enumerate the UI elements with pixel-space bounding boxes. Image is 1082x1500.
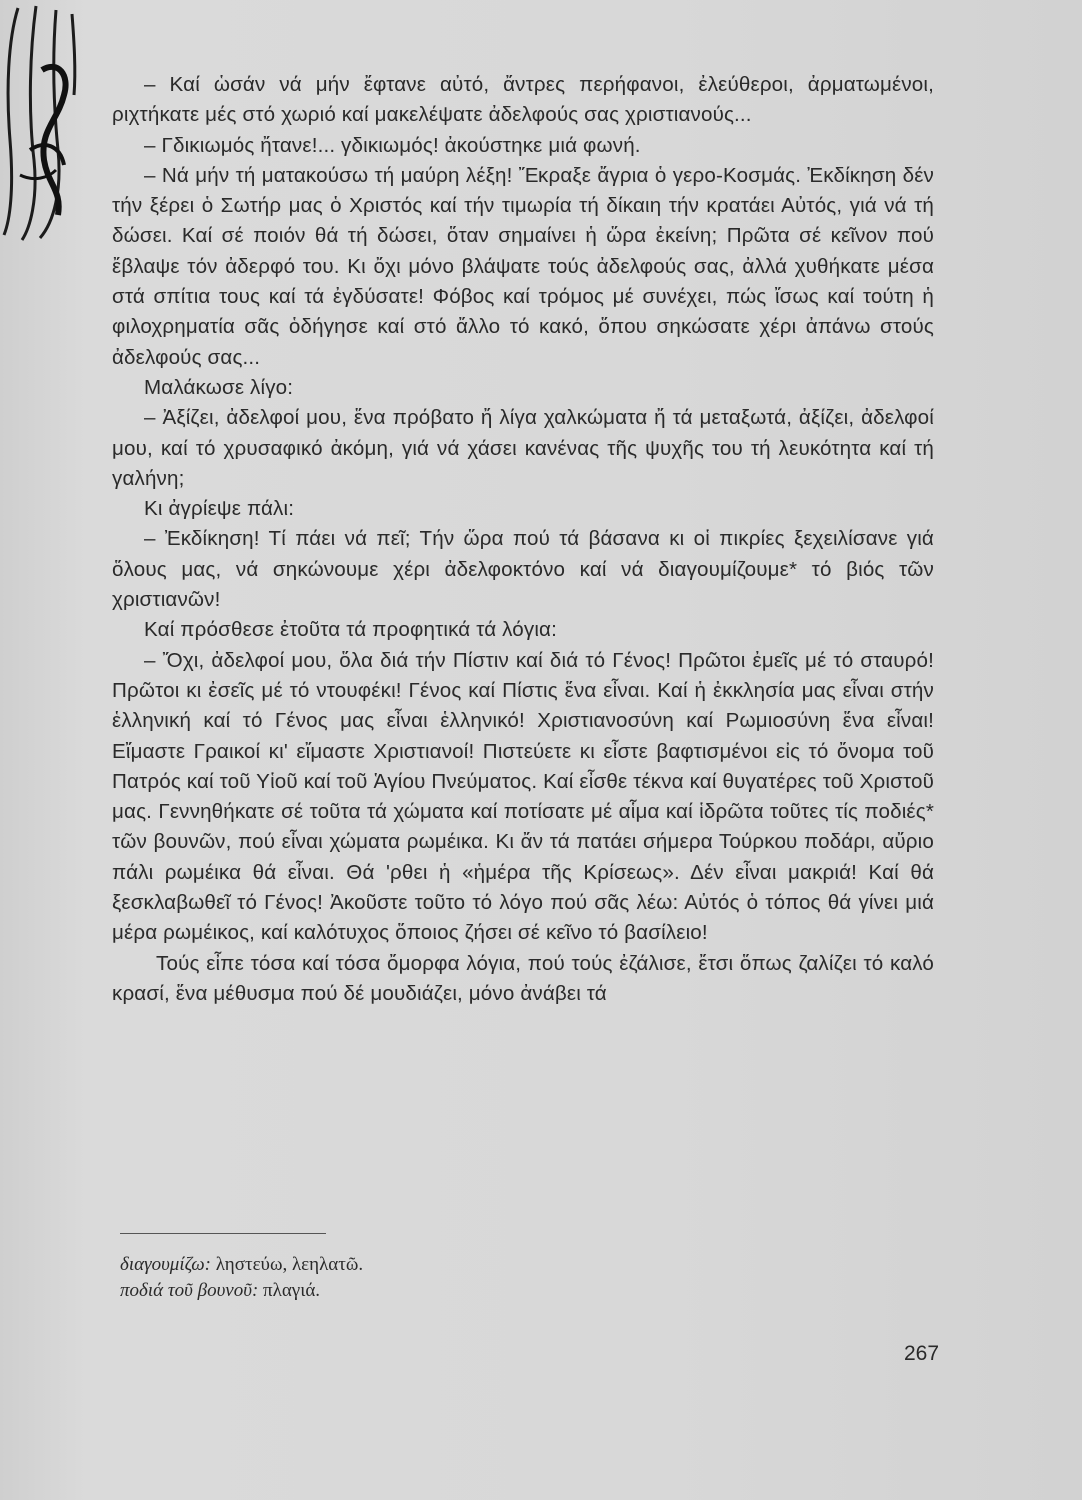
paragraph-5: – Ἀξίζει, ἀδελφοί μου, ἕνα πρόβατο ἤ λίγα χαλκώματα ἤ τά μεταξωτά, ἀξίζει, ἀδελφοί μου, καί τό χρυσαφικό ἀκόμη, γιά νά χάσει κανένας τῆς ψυχῆς του τή λευκότητα καί τή γαλήνη; — [112, 406, 934, 490]
footnote-1-term: διαγουμίζω: — [120, 1254, 211, 1275]
footnote-divider — [120, 1233, 326, 1234]
footnote-2-definition: πλαγιά. — [263, 1280, 321, 1301]
footnote-1 — [120, 1252, 620, 1278]
paragraph-1: – Καί ὡσάν νά μήν ἔφτανε αὐτό, ἄντρες περήφανοι, ἐλεύθεροι, ἀρματωμένοι, ριχτήκατε μές στό χωριό καί μακελέψατε ἀδελφούς σας χριστιανούς... — [112, 73, 934, 127]
margin-scribble-mark — [0, 0, 110, 260]
body-text — [112, 70, 934, 1009]
paragraph-9: – Ὄχι, ἀδελφοί μου, ὅλα διά τήν Πίστιν καί διά τό Γένος! Πρῶτοι ἐμεῖς μέ τό σταυρό! Πρῶτοι κι ἐσεῖς μέ τό ντουφέκι! Γένος καί Πίστις ἕνα εἶναι. Καί ἡ ἐκκλησία μας εἶναι στήν ἑλληνική καί τό Γένος μας εἶναι ἑλληνικό! Χριστιανοσύνη καί Ρωμιοσύνη ἕνα εἶναι! Εἴμαστε Γραικοί κι' εἴμαστε Χριστιανοί! Πιστεύετε κι εἶστε βαφτισμένοι εἰς τό ὄνομα τοῦ Πατρός καί τοῦ Υἱοῦ καί τοῦ Ἁγίου Πνεύματος. Καί εἶσθε τέκνα καί θυγατέρες τοῦ Χριστοῦ μας. Γεννηθήκατε σέ τοῦτα τά χώματα καί ποτίσατε μέ αἷμα καί ἱδρῶτα τοῦτες τίς ποδιές* τῶν βουνῶν, πού εἶναι χώματα ρωμέικα. Κι ἄν τά πατάει σήμερα Τούρκου ποδάρι, αὔριο πάλι ρωμέικα θά εἶναι. Θά 'ρθει ἡ «ἡμέρα τῆς Κρίσεως». Δέν εἶναι μακριά! Καί θά ξεσκλαβωθεῖ τό Γένος! Ἀκοῦστε τοῦτο τό λόγο πού σᾶς λέω: Αὐτός ὁ τόπος θά γίνει μιά μέρα ρωμέικος, καί καλότυχος ὅποιος ζήσει σέ κεῖνο τό βασίλειο! — [112, 648, 934, 945]
paragraph-2: – Γδικιωμός ἤτανε!... γδικιωμός! ἀκούστηκε μιά φωνή. — [144, 133, 641, 157]
page-number: 267 — [904, 1342, 940, 1365]
footnote-2 — [120, 1278, 620, 1304]
paragraph-10: Τούς εἶπε τόσα καί τόσα ὄμορφα λόγια, πού τούς ἐζάλισε, ἔτσι ὅπως ζαλίζει τό καλό κρασί, ἕνα μέθυσμα πού δέ μουδιάζει, μόνο ἀνάβει τά — [112, 951, 934, 1005]
footnote-1-definition: ληστεύω, λεηλατῶ. — [215, 1254, 364, 1275]
paragraph-6: Κι ἀγρίεψε πάλι: — [144, 497, 295, 521]
footnote-2-term: ποδιά τοῦ βουνοῦ: — [120, 1280, 259, 1301]
paragraph-4: Μαλάκωσε λίγο: — [144, 375, 294, 399]
paragraph-8: Καί πρόσθεσε ἐτοῦτα τά προφητικά τά λόγια: — [144, 618, 557, 642]
paragraph-3: – Νά μήν τή ματακούσω τή μαύρη λέξη! Ἔκραξε ἄγρια ὁ γερο-Κοσμάς. Ἐκδίκηση δέν τήν ξέρει ὁ Σωτήρ μας ὁ Χριστός καί τήν τιμωρία τή δίκαιη τήν κρατάει Αὐτός, γιά νά τή δώσει. Καί σέ ποιόν θά τή δώσει, ὅταν σημαίνει ἡ ὥρα ἐκείνη; Πρῶτα σέ κεῖνον πού ἔβλαψε τόν ἀδερφό του. Κι ὄχι μόνο βλάψατε τούς ἀδελφούς σας, ἀλλά χυθήκατε μέσα στά σπίτια τους καί τά ἐγδύσατε! Φόβος καί τρόμος μέ συνέχει, πώς ἴσως καί τούτη ἡ φιλοχρηματία σᾶς ὁδήγησε καί στό ἄλλο τό κακό, ὅπου σηκώσατε χέρι ἀπάνω στούς ἀδελφούς σας... — [112, 163, 934, 369]
paragraph-7: – Ἐκδίκηση! Τί πάει νά πεῖ; Τήν ὥρα πού τά βάσανα κι οἱ πικρίες ξεχειλίσανε γιά ὅλους μας, νά σηκώνουμε χέρι ἀδελφοκτόνο καί νά διαγουμίζουμε* τό βιός τῶν χριστιανῶν! — [112, 527, 934, 612]
footnotes — [120, 1252, 620, 1304]
